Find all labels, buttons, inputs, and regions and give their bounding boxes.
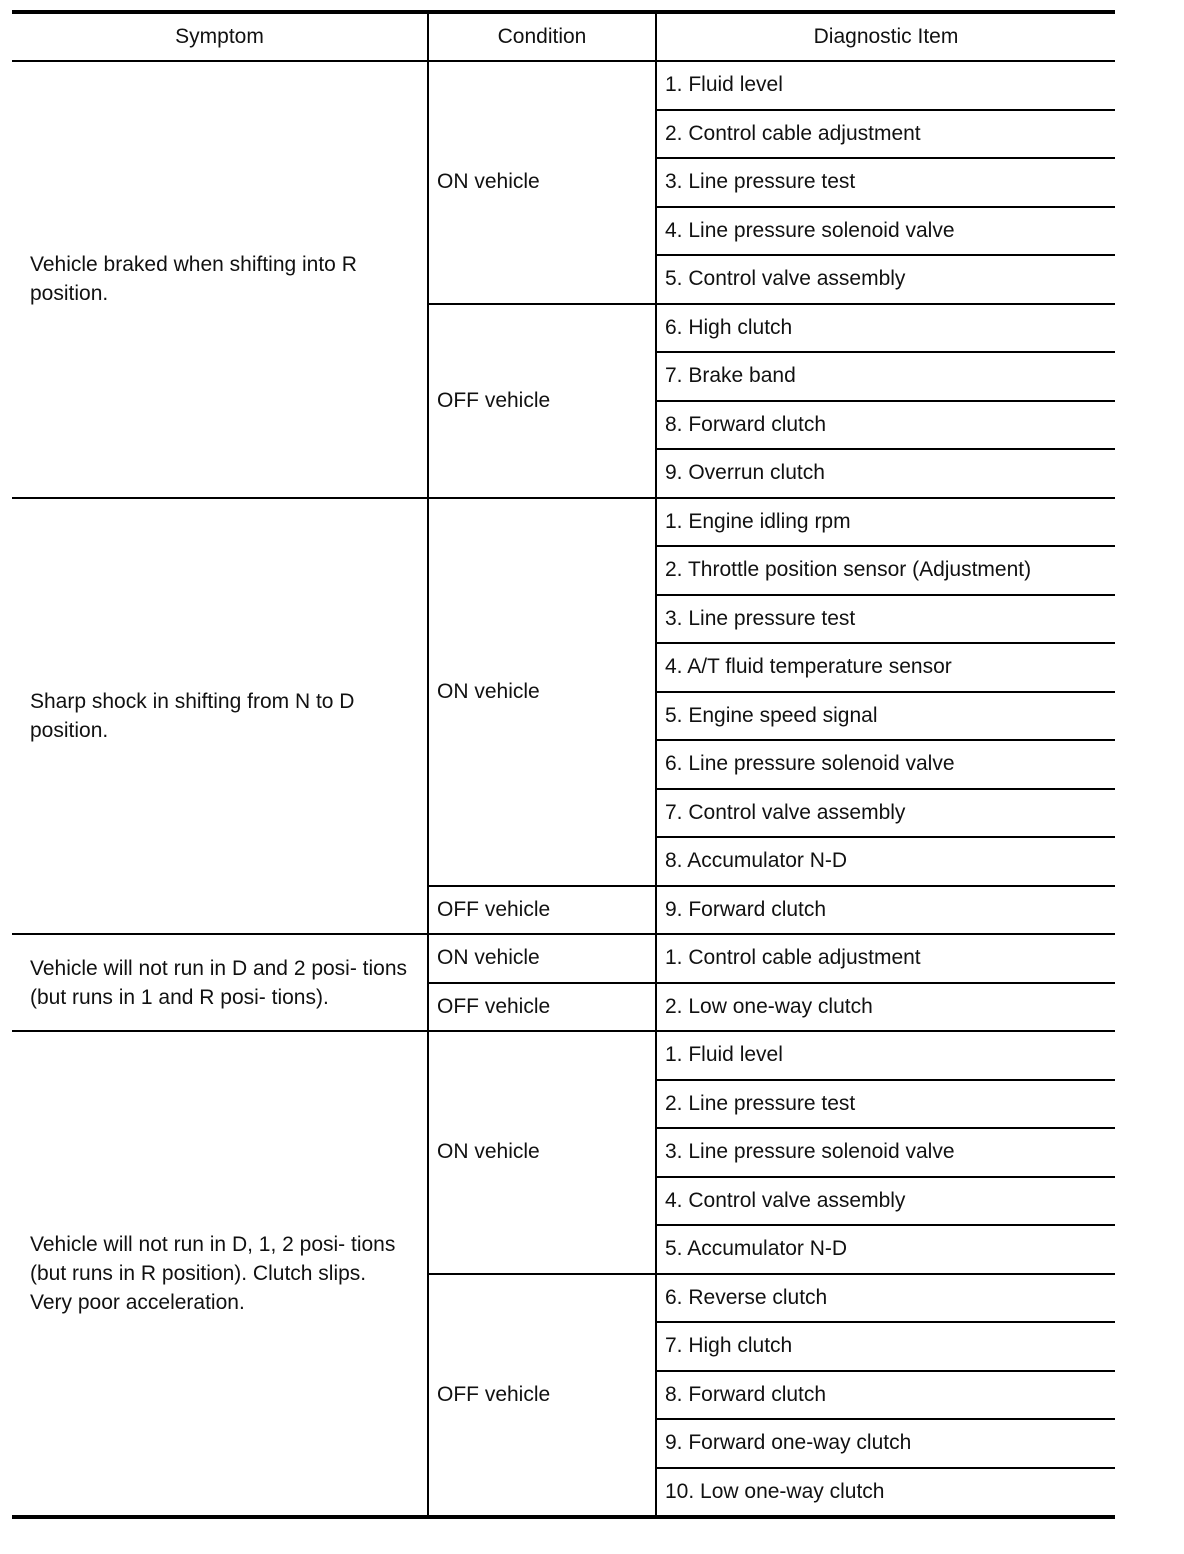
diagnostic-item: 3. Line pressure test — [656, 158, 1115, 207]
diagnostic-item: 8. Accumulator N-D — [656, 837, 1115, 886]
header-symptom: Symptom — [12, 12, 428, 61]
table-body — [12, 61, 1115, 1517]
symptom-cell: Vehicle braked when shifting into R position. — [12, 61, 428, 498]
diagnostic-item: 2. Line pressure test — [656, 1080, 1115, 1129]
diagnostic-item: 7. High clutch — [656, 1322, 1115, 1371]
header-condition: Condition — [428, 12, 656, 61]
table-row — [12, 498, 1115, 547]
diagnostic-item: 5. Engine speed signal — [656, 692, 1115, 741]
diagnostic-item: 3. Line pressure test — [656, 595, 1115, 644]
diagnostic-item: 5. Accumulator N-D — [656, 1225, 1115, 1274]
diagnostic-item: 1. Engine idling rpm — [656, 498, 1115, 547]
diagnostic-item: 7. Brake band — [656, 352, 1115, 401]
diagnostic-item: 8. Forward clutch — [656, 401, 1115, 450]
diagnostic-table — [12, 10, 1115, 1519]
symptom-cell: Vehicle will not run in D and 2 posi- tions (but runs in 1 and R posi- tions). — [12, 934, 428, 1031]
condition-cell: ON vehicle — [428, 61, 656, 304]
diagnostic-item: 8. Forward clutch — [656, 1371, 1115, 1420]
table-row — [12, 61, 1115, 110]
condition-cell: ON vehicle — [428, 1031, 656, 1274]
condition-cell: ON vehicle — [428, 498, 656, 886]
diagnostic-item: 2. Throttle position sensor (Adjustment) — [656, 546, 1115, 595]
condition-cell: OFF vehicle — [428, 983, 656, 1032]
diagnostic-item: 4. A/T fluid temperature sensor — [656, 643, 1115, 692]
table-row — [12, 934, 1115, 983]
diagnostic-item: 1. Control cable adjustment — [656, 934, 1115, 983]
condition-cell: OFF vehicle — [428, 886, 656, 935]
diagnostic-item: 1. Fluid level — [656, 61, 1115, 110]
diagnostic-item: 9. Forward one-way clutch — [656, 1419, 1115, 1468]
condition-cell: OFF vehicle — [428, 1274, 656, 1518]
diagnostic-item: 4. Control valve assembly — [656, 1177, 1115, 1226]
diagnostic-item: 6. Line pressure solenoid valve — [656, 740, 1115, 789]
diagnostic-item: 2. Control cable adjustment — [656, 110, 1115, 159]
diagnostic-item: 10. Low one-way clutch — [656, 1468, 1115, 1518]
diagnostic-item: 9. Forward clutch — [656, 886, 1115, 935]
symptom-cell: Sharp shock in shifting from N to D position. — [12, 498, 428, 935]
diagnostic-item: 9. Overrun clutch — [656, 449, 1115, 498]
header-diagnostic-item: Diagnostic Item — [656, 12, 1115, 61]
header-row — [12, 12, 1115, 61]
diagnostic-item: 3. Line pressure solenoid valve — [656, 1128, 1115, 1177]
condition-cell: OFF vehicle — [428, 304, 656, 498]
diagnostic-item: 5. Control valve assembly — [656, 255, 1115, 304]
table-row — [12, 1031, 1115, 1080]
symptom-line: Vehicle will not run in D, 1, 2 posi- tions (but runs in R position). Clutch slips. — [30, 1233, 396, 1285]
diagnostic-item: 6. High clutch — [656, 304, 1115, 353]
diagnostic-item: 4. Line pressure solenoid valve — [656, 207, 1115, 256]
symptom-cell — [12, 1031, 428, 1517]
diagnostic-item: 1. Fluid level — [656, 1031, 1115, 1080]
diagnostic-item: 6. Reverse clutch — [656, 1274, 1115, 1323]
condition-cell: ON vehicle — [428, 934, 656, 983]
symptom-line: Very poor acceleration. — [30, 1291, 245, 1314]
diagnostic-item: 2. Low one-way clutch — [656, 983, 1115, 1032]
diagnostic-item: 7. Control valve assembly — [656, 789, 1115, 838]
